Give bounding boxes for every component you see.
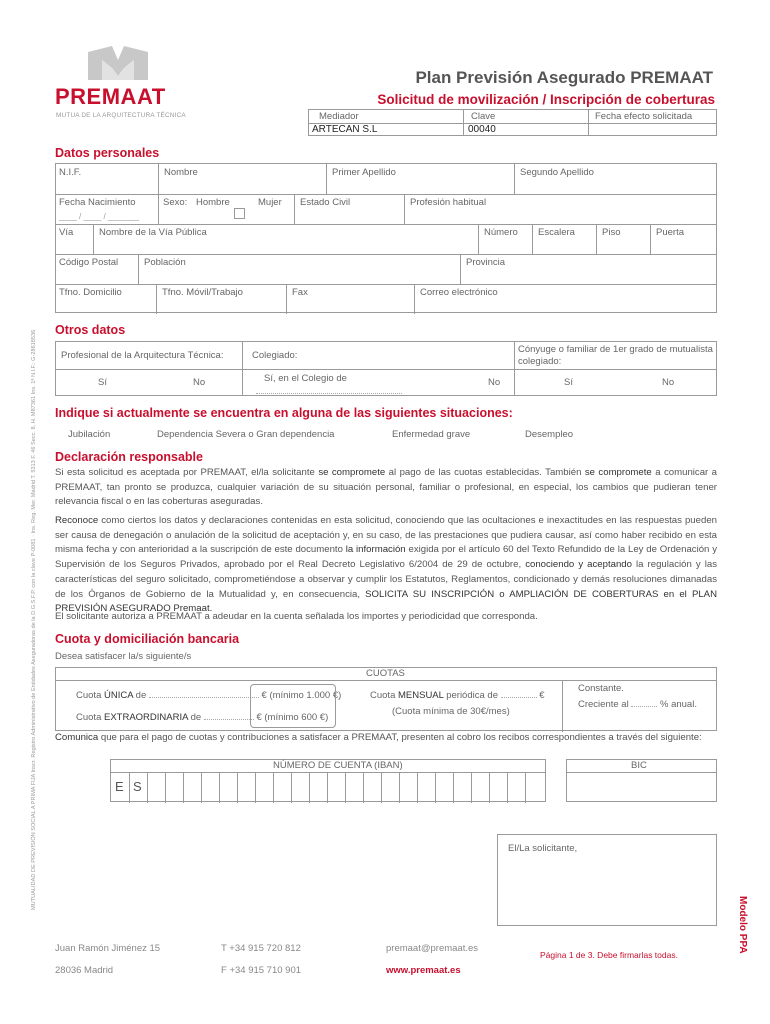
declaracion-paragraph-1: Si esta solicitud es aceptada por PREMAAT, el/la solicitante se compromete al pago de las cuotas establecidas. También se compromete a comunicar a PREMAAT, tan pronto se produzca, cualquier variación de su situación personal, familiar o profesional, en especial, los cambios que pudieran tener relevancia fiscal o en las coberturas aseguradas.: [55, 467, 718, 508]
fax-field[interactable]: Fax: [292, 287, 308, 298]
desea-label: Desea satisfacer la/s siguiente/s: [55, 651, 192, 662]
via-field[interactable]: Vía: [59, 227, 74, 238]
cuota-extraordinaria-row[interactable]: Cuota EXTRAORDINARIA de € (mínimo 600 €): [76, 712, 329, 723]
profesional-label: Profesional de la Arquitectura Técnica:: [61, 350, 224, 361]
profesion-field[interactable]: Profesión habitual: [410, 197, 487, 208]
mediador-value[interactable]: ARTECAN S.L: [312, 124, 378, 135]
fecha-efecto-label: Fecha efecto solicitada: [595, 111, 693, 122]
colegiado-no-option[interactable]: No: [488, 377, 501, 388]
hombre-option[interactable]: Hombre: [196, 197, 230, 208]
personal-section-title: Datos personales: [55, 146, 160, 160]
situacion-jubilacion[interactable]: Jubilación: [68, 429, 111, 440]
logo: [55, 46, 185, 126]
mediador-box: [308, 109, 717, 136]
logo-emblem-icon: [88, 46, 148, 82]
comunica-paragraph: Comunica que para el pago de cuotas y contribuciones a satisfacer a PREMAAT, presenten al cobro los recibos correspondientes a través del siguiente:: [55, 732, 702, 743]
signature-box[interactable]: [497, 834, 717, 926]
segundo-apellido-field[interactable]: Segundo Apellido: [520, 167, 594, 178]
situacion-dependencia[interactable]: Dependencia Severa o Gran dependencia: [157, 429, 335, 440]
cuota-mensual-min: (Cuota mínima de 30€/mes): [392, 706, 510, 717]
fecha-nacimiento-field[interactable]: Fecha Nacimiento: [59, 197, 136, 208]
colegio-input-line[interactable]: [256, 386, 402, 394]
constante-option[interactable]: Constante.: [578, 683, 624, 694]
cuotas-header: CUOTAS: [366, 668, 405, 679]
otros-datos-table: [55, 341, 717, 396]
iban-prefix-s: S: [133, 779, 142, 794]
colegiado-label: Colegiado:: [252, 350, 298, 361]
creciente-option[interactable]: Creciente al % anual.: [578, 699, 697, 710]
profesional-si-option[interactable]: Sí: [98, 377, 107, 388]
iban-label: NÚMERO DE CUENTA (IBAN): [273, 760, 403, 771]
nombre-via-field[interactable]: Nombre de la Vía Pública: [99, 227, 207, 238]
clave-label: Clave: [471, 111, 496, 122]
footer-web-link[interactable]: www.premaat.es: [386, 965, 461, 976]
declaracion-paragraph-2: Reconoce como ciertos los datos y declaraciones contenidas en esta solicitud, conociendo que las ocultaciones e inexactitudes en las respuestas pueden ser causa de denegación o anulación de la solicitud de aceptación y, en su caso, de las prestaciones que pudiera causar, así como haber recibido en esta misma fecha y con anterioridad a la suscripción de este documento la información exigida por el artículo 60 del Texto Refundido de la Ley de Ordenación y Supervisión de los Seguros Privados, aprobado por el Real Decreto Legislativo 6/2004 de 29 de octubre, conociendo y aceptando la regulación y las características del seguro solicitado, comprometiéndose a observar y cumplir los Estatutos, Reglamentos, condicionado y demás resoluciones dimanadas de los Órganos de Gobierno de la Mutualidad y, en consecuencia, SOLICITA SU INSCRIPCIÓN o AMPLIACIÓN DE COBERTURAS en el PLAN PREVISIÓN ASEGURADO Premaat.: [55, 515, 718, 615]
footer-phone: T +34 915 720 812: [221, 943, 301, 954]
escalera-field[interactable]: Escalera: [538, 227, 575, 238]
footer-page-note: Página 1 de 3. Debe firmarlas todas.: [540, 950, 678, 960]
model-label: Modelo PPA: [737, 896, 748, 954]
bic-input[interactable]: [566, 759, 717, 802]
codigo-postal-field[interactable]: Código Postal: [59, 257, 119, 268]
situacion-section-title: Indique si actualmente se encuentra en alguna de las siguientes situaciones:: [55, 406, 513, 420]
cuota-section-title: Cuota y domiciliación bancaria: [55, 632, 240, 646]
footer-email-link[interactable]: premaat@premaat.es: [386, 943, 479, 954]
logo-tagline: MUTUA DE LA ARQUITECTURA TÉCNICA: [56, 112, 186, 119]
nif-field[interactable]: N.I.F.: [59, 167, 82, 178]
poblacion-field[interactable]: Población: [144, 257, 186, 268]
signature-label: El/La solicitante,: [508, 843, 578, 854]
logo-wordmark: PREMAAT: [55, 84, 166, 109]
cuota-unica-box[interactable]: [250, 684, 336, 728]
footer-address-1: Juan Ramón Jiménez 15: [55, 943, 161, 954]
estado-civil-field[interactable]: Estado Civil: [300, 197, 351, 208]
iban-cells[interactable]: [111, 773, 545, 803]
conyuge-label: Cónyuge o familiar de 1er grado de mutualista colegiado:: [518, 344, 713, 367]
numero-field[interactable]: Número: [484, 227, 518, 238]
cuotas-table: [55, 667, 717, 731]
telefono-domicilio-field[interactable]: Tfno. Domicilio: [59, 287, 122, 298]
clave-value[interactable]: 00040: [468, 124, 496, 135]
personal-data-table: [55, 163, 717, 313]
piso-field[interactable]: Piso: [602, 227, 621, 238]
cuota-mensual-box[interactable]: [358, 684, 558, 728]
mediador-label: Mediador: [319, 111, 359, 122]
profesional-no-option[interactable]: No: [193, 377, 206, 388]
iban-input[interactable]: [110, 759, 546, 802]
cuota-mensual-row[interactable]: Cuota MENSUAL periódica de €: [370, 690, 545, 701]
footer-fax: F +34 915 710 901: [221, 965, 302, 976]
situacion-enfermedad[interactable]: Enfermedad grave: [392, 429, 471, 440]
primer-apellido-field[interactable]: Primer Apellido: [332, 167, 396, 178]
conyuge-si-option[interactable]: Sí: [564, 377, 573, 388]
fecha-format: ____ / ____ / _______: [59, 212, 140, 221]
declaracion-section-title: Declaración responsable: [55, 450, 203, 464]
conyuge-no-option[interactable]: No: [662, 377, 675, 388]
nombre-field[interactable]: Nombre: [164, 167, 198, 178]
mujer-option[interactable]: Mujer: [258, 197, 282, 208]
telefono-movil-field[interactable]: Tfno. Móvil/Trabajo: [162, 287, 243, 298]
colegio-option[interactable]: Sí, en el Colegio de: [264, 373, 347, 384]
hombre-checkbox[interactable]: [234, 208, 245, 219]
puerta-field[interactable]: Puerta: [656, 227, 684, 238]
footer-address-2: 28036 Madrid: [55, 965, 114, 976]
side-legal-text: MUTUALIDAD DE PREVISIÓN SOCIAL A PRIMA FIJA Inscr. Registro Administrativo de Entidades Aseguradoras de la D.G.S.F.P. con la clave P-0081 · Ins. Reg. Mer. Madrid T. 5313 F. 46 Secc. 8, H. M87361 Ins. 1ª N.I.F.: G-28618536: [31, 329, 37, 910]
email-field[interactable]: Correo electrónico: [420, 287, 498, 298]
declaracion-paragraph-3: El solicitante autoriza a PREMAAT a adeudar en la cuenta señalada los importes y periodicidad que corresponda.: [55, 611, 538, 622]
bic-label: BIC: [631, 760, 647, 771]
cuota-unica-row[interactable]: Cuota ÚNICA de € (mínimo 1.000 €): [76, 690, 342, 701]
iban-prefix-e: E: [115, 779, 124, 794]
sexo-label: Sexo:: [163, 197, 188, 208]
page-subtitle: Solicitud de movilización / Inscripción de coberturas: [377, 92, 715, 107]
provincia-field[interactable]: Provincia: [466, 257, 506, 268]
otros-section-title: Otros datos: [55, 323, 126, 337]
page-title: Plan Previsión Asegurado PREMAAT: [415, 68, 713, 87]
situacion-desempleo[interactable]: Desempleo: [525, 429, 574, 440]
